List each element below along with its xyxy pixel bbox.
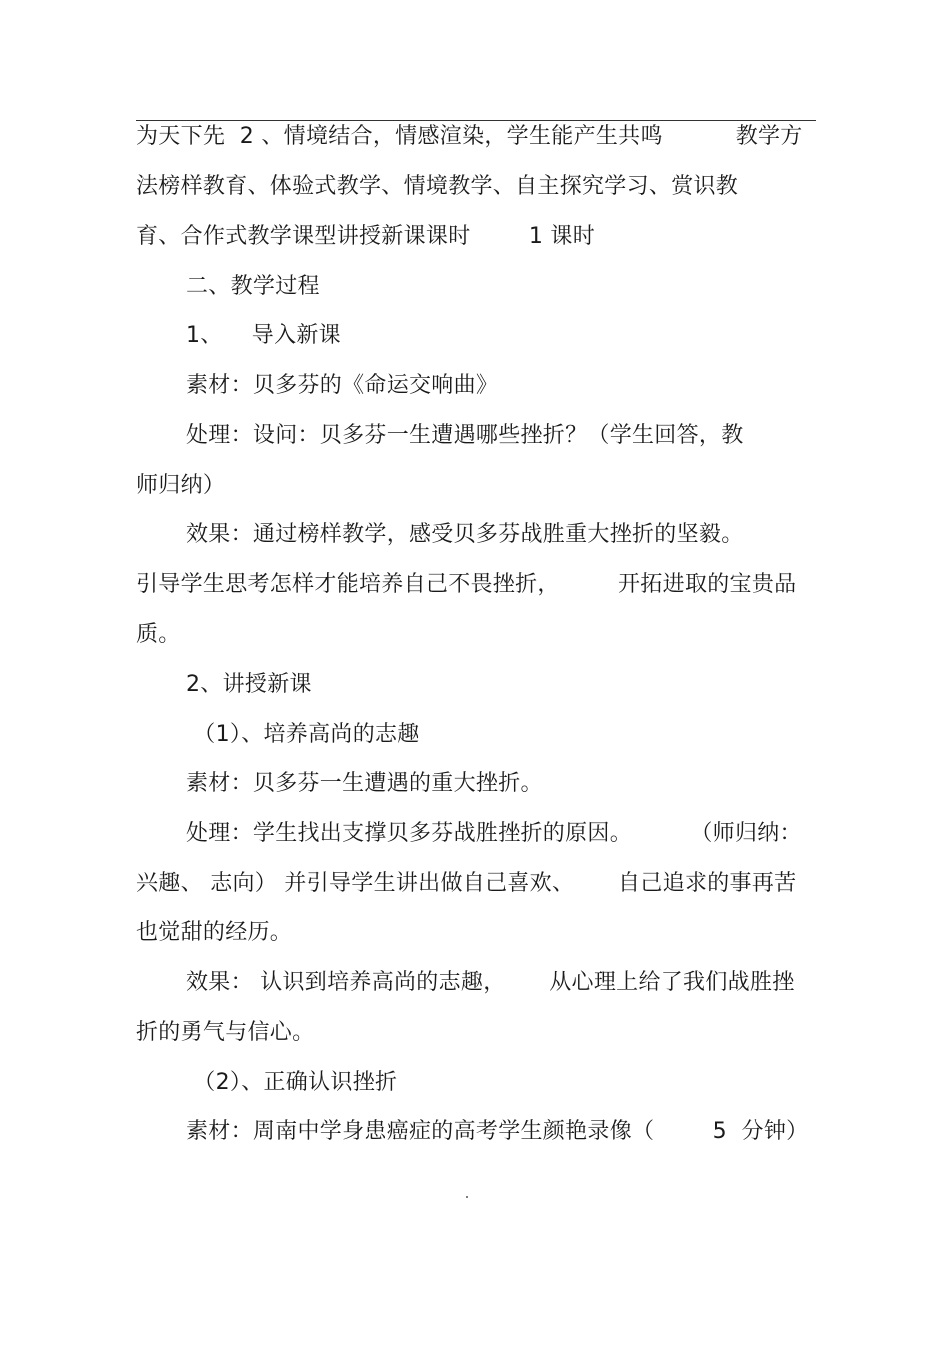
- text-line: 处理：设问：贝多芬一生遭遇哪些挫折？（学生回答，教: [186, 423, 744, 448]
- section-heading: 二、教学过程: [186, 274, 320, 299]
- text-line: 为天下先 2 、情境结合，情感渲染，学生能产生共鸣 教学方: [136, 124, 803, 149]
- subsection-heading: （1）、培养高尚的志趣: [186, 722, 420, 747]
- header-rule: [136, 120, 816, 121]
- text-line: 素材：周南中学身患癌症的高考学生颜艳录像（ 5 分钟）: [186, 1119, 809, 1144]
- subsection-heading: 1、 导入新课: [186, 323, 341, 348]
- text-line: 效果： 认识到培养高尚的志趣， 从心理上给了我们战胜挫: [186, 970, 795, 995]
- text-line: 素材：贝多芬一生遭遇的重大挫折。: [186, 771, 543, 796]
- text-line: 折的勇气与信心。: [136, 1020, 315, 1045]
- subsection-heading: 2、讲授新课: [186, 672, 312, 697]
- text-line: 育、合作式教学课型讲授新课课时 1 课时: [136, 224, 596, 249]
- text-line: 素材：贝多芬的《命运交响曲》: [186, 373, 499, 398]
- text-line: 效果：通过榜样教学，感受贝多芬战胜重大挫折的坚毅。: [186, 522, 744, 547]
- text-line: 师归纳）: [136, 473, 226, 498]
- text-line: 兴趣、 志向） 并引导学生讲出做自己喜欢、 自己追求的事再苦: [136, 871, 797, 896]
- text-line: 也觉甜的经历。: [136, 920, 293, 945]
- text-line: 引导学生思考怎样才能培养自己不畏挫折， 开拓进取的宝贵品: [136, 572, 797, 597]
- text-line: 法榜样教育、体验式教学、情境教学、自主探究学习、赏识教: [136, 174, 739, 199]
- text-line: 质。: [136, 622, 181, 647]
- subsection-heading: （2）、正确认识挫折: [186, 1070, 398, 1095]
- page-dot: [466, 1196, 468, 1198]
- text-line: 处理：学生找出支撑贝多芬战胜挫折的原因。 （师归纳：: [186, 821, 802, 846]
